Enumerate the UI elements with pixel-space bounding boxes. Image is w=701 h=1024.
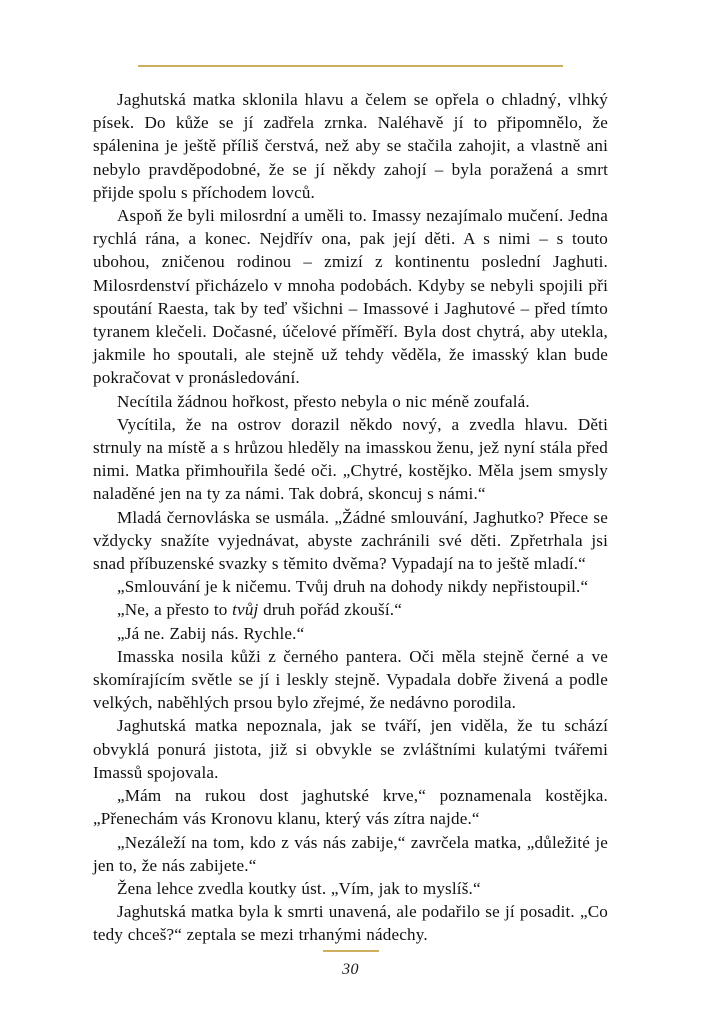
paragraph: „Mám na rukou dost jaghutské krve,“ poznamenala kostějka. „Přenechám vás Kronovu klanu, který vás zítra najde.“	[93, 786, 608, 829]
text-run: druh pořád zkouší.“	[258, 600, 402, 620]
paragraph: „Já ne. Zabij nás. Rychle.“	[117, 623, 305, 643]
paragraph: Imasska nosila kůži z černého pantera. Oči měla stejně černé a ve skomírajícím světle se jí i leskly stejně. Vypadala dobře živená a podle velkých, naběhlých prsou bylo zřejmé, že nedávno porodila.	[93, 646, 608, 713]
paragraph: Vycítila, že na ostrov dorazil někdo nový, a zvedla hlavu. Děti strnuly na místě a s hrůzou hleděly na imasskou ženu, jež nyní stála před nimi. Matka přimhouřila šedé oči. „Chytré, kostějko. Měla jsem smysly naladěné jen na ty za námi. Tak dobrá, skoncuj s námi.“	[93, 414, 608, 504]
page-number: 30	[342, 961, 359, 978]
emphasized-word: tvůj	[232, 600, 259, 620]
top-divider-rule	[138, 65, 563, 67]
body-text-column	[93, 88, 608, 947]
page-footer	[0, 950, 701, 979]
paragraph: Mladá černovláska se usmála. „Žádné smlouvání, Jaghutko? Přece se vždycky snažíte vyjednávat, abyste zachránili své děti. Zpřetrhala jsi snad příbuzenské svazky s těmito dvěma? Vypadají na to ještě mladí.“	[93, 507, 608, 574]
paragraph: Jaghutská matka nepoznala, jak se tváří, jen viděla, že tu schází obvyklá ponurá jistota, již si obvykle se zvláštními kulatými tvářemi Imassů spojovala.	[93, 716, 608, 782]
paragraph-with-emphasis	[93, 598, 608, 621]
bottom-divider-rule	[323, 950, 379, 952]
paragraph: Jaghutská matka byla k smrti unavená, ale podařilo se jí posadit. „Co tedy chceš?“ zeptala se mezi trhanými nádechy.	[93, 902, 608, 945]
paragraph: Necítila žádnou hořkost, přesto nebyla o nic méně zoufalá.	[117, 391, 530, 411]
paragraph: „Nezáleží na tom, kdo z vás nás zabije,“ zavrčela matka, „důležité je jen to, že nás zabijete.“	[93, 832, 608, 875]
paragraph: Jaghutská matka sklonila hlavu a čelem se opřela o chladný, vlhký písek. Do kůže se jí zadřela zrnka. Naléhavě jí to připomnělo, že spálenina je ještě příliš čerstvá, než aby se stačila zahojit, a vlastně ani nebylo pravděpodobné, že se jí někdy zahojí – byla poražená a smrt přijde spolu s příchodem lovců.	[93, 90, 608, 202]
paragraph: „Smlouvání je k ničemu. Tvůj druh na dohody nikdy nepřistoupil.“	[117, 577, 589, 597]
paragraph: Žena lehce zvedla koutky úst. „Vím, jak to myslíš.“	[117, 878, 481, 898]
text-run: „Ne, a přesto to	[117, 600, 233, 620]
paragraph: Aspoň že byli milosrdní a uměli to. Imassy nezajímalo mučení. Jedna rychlá rána, a konec. Nejdřív ona, pak její děti. A s nimi – s touto ubohou, zničenou rodinou – zmizí z kontinentu poslední Jaghuti. Milosrdenství přicházelo v mnoha podobách. Kdyby se nebyli spojili při spoutání Raesta, tak by teď všichni – Imassové i Jaghutové – před tímto tyranem klečeli. Dočasné, účelové příměří. Byla dost chytrá, aby utekla, jakmile ho spoutali, ale stejně už tehdy věděla, že imasský klan bude pokračovat v pronásledování.	[93, 206, 608, 388]
